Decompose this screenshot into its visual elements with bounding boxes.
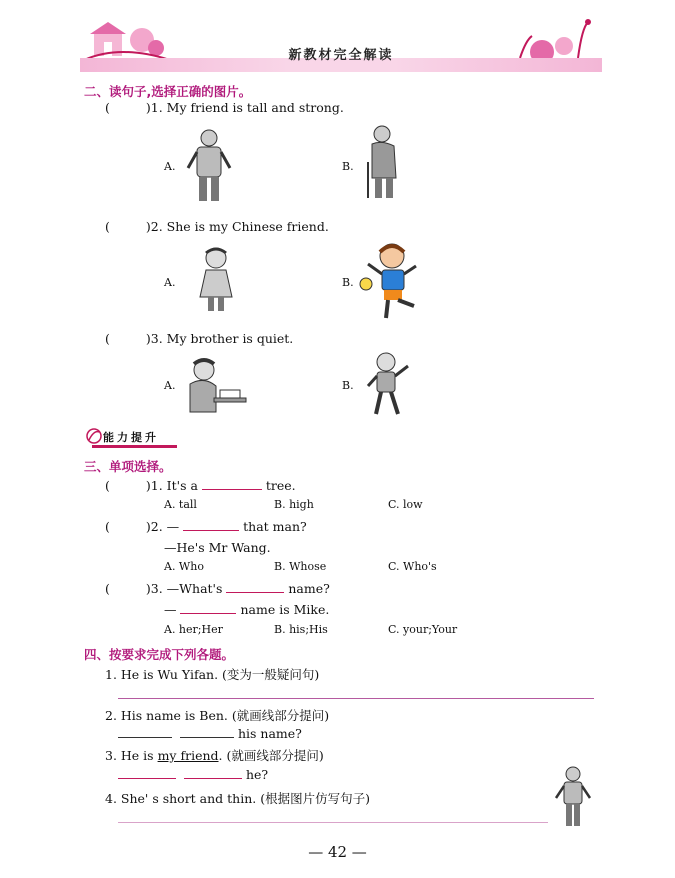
answer-blank[interactable] [226,592,284,593]
answer-line[interactable] [118,698,594,699]
ability-label: 能力提升 [103,431,159,444]
section3-title: 三、单项选择。 [84,459,172,474]
flower-icon [84,426,104,446]
answer-blank[interactable] [180,613,236,614]
option-c[interactable]: C. Who's [388,560,437,573]
chinese-girl-icon[interactable] [194,245,238,315]
tall-strong-man-icon[interactable] [184,126,234,206]
question-post: that man? [243,519,307,534]
question-pre: )3. —What's [145,581,223,596]
option-c[interactable]: C. low [388,498,423,511]
active-boy-icon[interactable] [364,350,412,418]
task-3-post: . (就画线部分提问) [218,748,324,763]
question-row: ( )2. — that man? [105,519,307,534]
option-b-label: B. [342,276,354,289]
question-text: 1. My friend is tall and strong. [150,100,344,115]
dash: — [164,602,177,617]
page-number: — 42 — [308,843,367,861]
dialogue-answer [164,602,329,617]
option-b[interactable]: B. Whose [274,560,327,573]
answer-paren-open[interactable]: ( [105,100,110,115]
task-3-tail: he? [245,767,269,782]
option-b-label: B. [342,379,354,392]
answer-blank[interactable] [180,737,234,738]
task-2-tail: his name? [237,726,302,741]
answer-paren-close: ) [145,100,151,115]
option-b[interactable]: B. his;His [274,623,328,636]
old-woman-cane-icon[interactable] [360,122,406,202]
option-a-label: A. [164,379,176,392]
answer-line[interactable] [118,822,548,823]
answer-paren-close: ) [145,331,151,346]
answer-blank[interactable] [118,737,172,738]
task-3 [105,746,324,764]
ability-badge [84,426,174,450]
option-a[interactable]: A. tall [164,498,197,511]
question-post: name? [288,581,330,596]
task-3-fill [118,767,268,782]
underlined-phrase: my friend [157,748,219,763]
option-a-label: A. [164,276,176,289]
task-4: 4. She' s short and thin. (根据图片仿写句子) [105,791,370,806]
answer-blank[interactable] [184,778,242,779]
question-post: tree. [265,478,296,493]
answer-blank[interactable] [183,530,239,531]
question-row: ( )1. It's a tree. [105,478,296,493]
option-b-label: B. [342,160,354,173]
question-text: 2. She is my Chinese friend. [150,219,329,234]
kicking-boy-icon[interactable] [358,240,420,322]
option-c[interactable]: C. your;Your [388,623,458,636]
header-title: 新教材完全解读 [288,48,394,63]
answer-paren-open[interactable]: ( [105,219,110,234]
question-pre: )1. It's a [145,478,198,493]
question-text: 3. My brother is quiet. [150,331,294,346]
dialogue-answer: —He's Mr Wang. [164,540,271,555]
section2-title: 二、读句子,选择正确的图片。 [84,84,252,99]
task-2-text: 2. His name is Ben. (就画线部分提问) [105,708,330,723]
answer-paren-close: ) [145,219,151,234]
question-row: ( )3. —What's name? [105,581,330,596]
task-2 [105,706,329,724]
option-a[interactable]: A. her;Her [164,623,223,636]
short-thin-girl-icon [552,764,594,830]
option-a-label: A. [164,160,176,173]
question-row [105,219,329,234]
answer-tail: name is Mike. [240,602,330,617]
answer-paren-open[interactable]: ( [105,331,110,346]
option-b[interactable]: B. high [274,498,314,511]
section4-title: 四、按要求完成下列各题。 [84,647,235,662]
task-3-pre: 3. He is [105,748,154,763]
answer-blank[interactable] [118,778,176,779]
boy-writing-desk-icon[interactable] [184,354,248,418]
ability-underline [92,445,177,448]
task-1: 1. He is Wu Yifan. (变为一般疑问句) [105,667,320,682]
question-pre: )2. — [145,519,180,534]
task-2-fill [118,726,302,741]
page-header [80,14,602,76]
question-row [105,331,293,346]
option-a[interactable]: A. Who [164,560,204,573]
answer-blank[interactable] [202,489,262,490]
question-row [105,100,344,115]
